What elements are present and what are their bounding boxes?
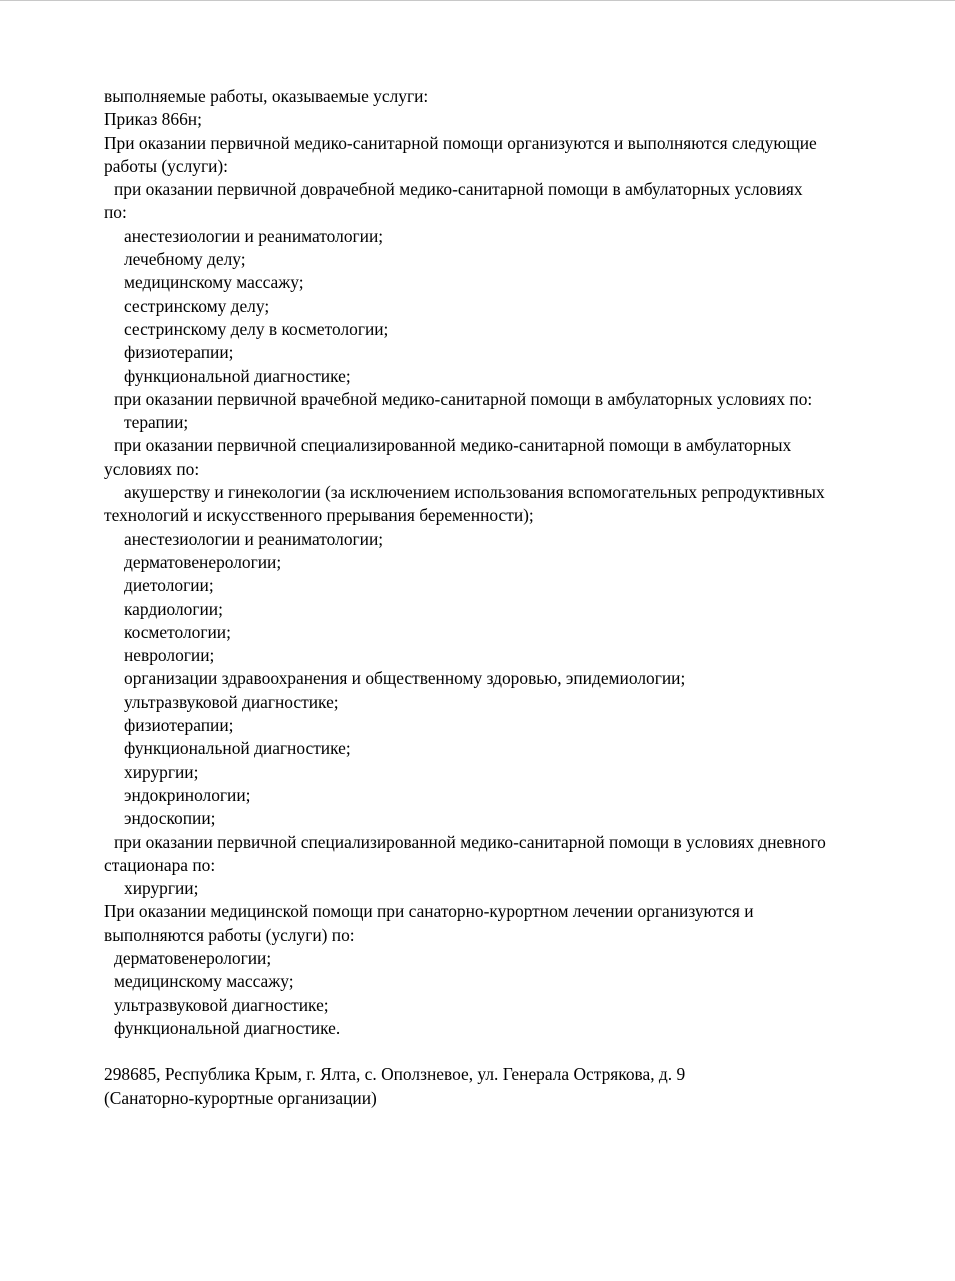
section-heading: при оказании первичной специализированной медико-санитарной помощи в амбулаторных	[114, 435, 792, 456]
list-item: сестринскому делу;	[124, 295, 270, 316]
list-item: ультразвуковой диагностике;	[114, 994, 329, 1015]
document-page	[104, 85, 924, 1110]
list-item: дерматовенерологии;	[124, 551, 282, 572]
list-item: анестезиологии и реаниматологии;	[124, 225, 384, 246]
text-line: стационара по:	[104, 854, 216, 875]
list-item: сестринскому делу в косметологии;	[124, 318, 389, 339]
text-line: по:	[104, 202, 127, 223]
list-item: функциональной диагностике.	[114, 1017, 341, 1038]
text-line: При оказании медицинской помощи при санаторно-курортном лечении организуются и	[104, 901, 754, 922]
list-item: косметологии;	[124, 621, 231, 642]
list-item: физиотерапии;	[124, 715, 234, 736]
section-heading: при оказании первичной доврачебной медико-санитарной помощи в амбулаторных условиях	[114, 179, 803, 200]
text-line: условиях по:	[104, 458, 200, 479]
section-heading: при оказании первичной специализированной медико-санитарной помощи в условиях дневного	[114, 831, 826, 852]
list-item: функциональной диагностике;	[124, 738, 351, 759]
list-item: ультразвуковой диагностике;	[124, 691, 339, 712]
spacer	[104, 1040, 924, 1063]
list-item: диетологии;	[124, 575, 214, 596]
list-item: лечебному делу;	[124, 249, 246, 270]
list-item: дерматовенерологии;	[114, 947, 272, 968]
text-line: При оказании первичной медико-санитарной помощи организуются и выполняются следующие	[104, 132, 817, 153]
list-item: неврологии;	[124, 645, 215, 666]
text-line: выполняемые работы, оказываемые услуги:	[104, 86, 429, 106]
list-item: медицинскому массажу;	[114, 971, 294, 992]
section-heading: при оказании первичной врачебной медико-санитарной помощи в амбулаторных условиях по:	[114, 388, 813, 409]
list-item: физиотерапии;	[124, 342, 234, 363]
order-reference: Приказ 866н;	[104, 109, 202, 130]
list-item: эндоскопии;	[124, 808, 216, 829]
organization-type: (Санаторно-курортные организации)	[104, 1087, 377, 1108]
list-item: эндокринологии;	[124, 784, 251, 805]
list-item: организации здравоохранения и общественному здоровью, эпидемиологии;	[124, 668, 686, 689]
list-item: анестезиологии и реаниматологии;	[124, 528, 384, 549]
page-top-border	[0, 0, 955, 1]
list-item: хирургии;	[124, 761, 199, 782]
list-item: хирургии;	[124, 878, 199, 899]
list-item: медицинскому массажу;	[124, 272, 304, 293]
address-line: 298685, Республика Крым, г. Ялта, с. Оползневое, ул. Генерала Острякова, д. 9	[104, 1064, 686, 1085]
text-line: работы (услуги):	[104, 155, 229, 176]
text-line: выполняются работы (услуги) по:	[104, 924, 355, 945]
list-item: терапии;	[124, 412, 189, 433]
text-line: технологий и искусственного прерывания беременности);	[104, 505, 534, 526]
list-item: акушерству и гинекологии (за исключением использования вспомогательных репродуктивных	[124, 482, 825, 503]
list-item: функциональной диагностике;	[124, 365, 351, 386]
list-item: кардиологии;	[124, 598, 223, 619]
